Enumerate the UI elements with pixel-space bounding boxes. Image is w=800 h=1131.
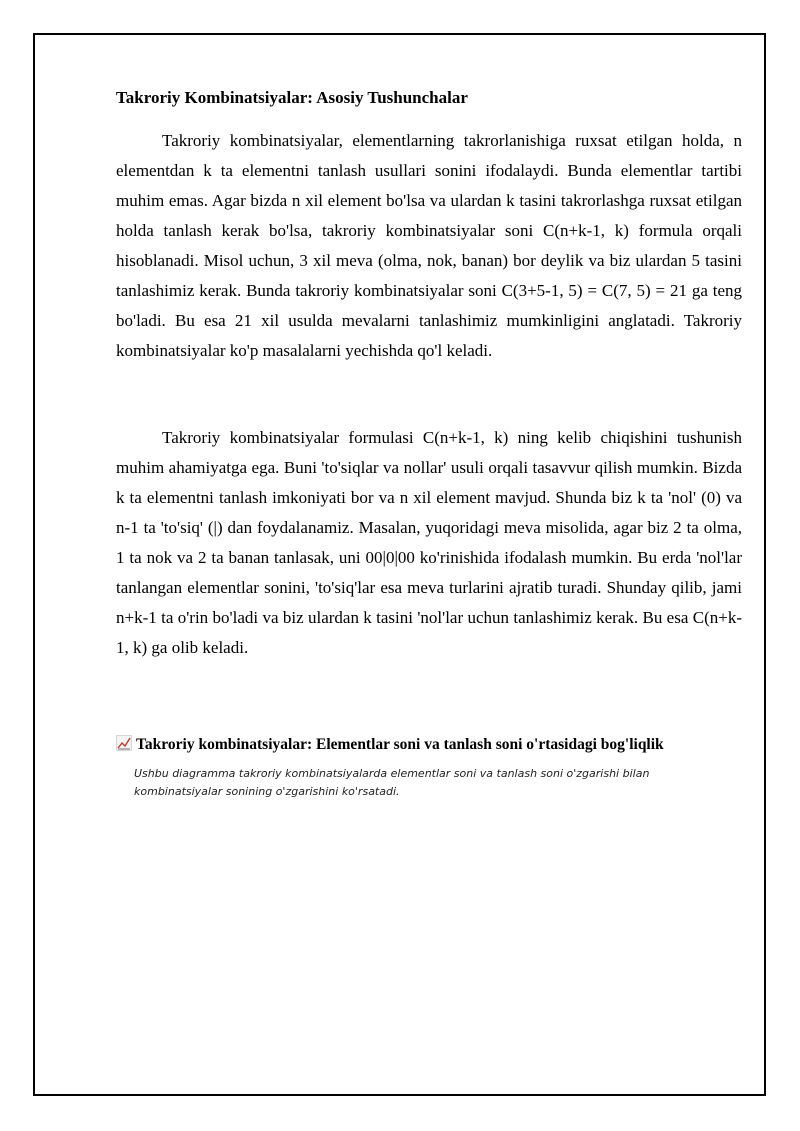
- chart-line-icon: [116, 735, 132, 751]
- section-heading: Takroriy Kombinatsiyalar: Asosiy Tushunchalar: [116, 88, 468, 107]
- figure-title-text: Takroriy kombinatsiyalar: Elementlar soni va tanlash soni o'rtasidagi bog'liqlik: [136, 736, 664, 753]
- paragraph-2: Takroriy kombinatsiyalar formulasi C(n+k-1, k) ning kelib chiqishini tushunish muhim ahamiyatga ega. Buni 'to'siqlar va nollar' usuli orqali tasavvur qilish mumkin. Bizda k ta elementni tanlash imkoniyati bor va n xil element mavjud. Shunda biz k ta 'nol' (0) va n-1 ta 'to'siq' (|) dan foydalanamiz. Masalan, yuqoridagi meva misolida, agar biz 2 ta olma, 1 ta nok va 2 ta banan tanlasak, uni 00|0|00 ko'rinishida ifodalash mumkin. Bu erda 'nol'lar tanlangan elementlar sonini, 'to'siq'lar esa meva turlarini ajratib turadi. Shunday qilib, jami n+k-1 ta o'rin bo'ladi va biz ulardan k tasini 'nol'lar uchun tanlashimiz kerak. Bu esa C(n+k-1, k) ga olib keladi.: [116, 428, 742, 657]
- figure-title: [116, 734, 756, 756]
- figure-caption: Ushbu diagramma takroriy kombinatsiyalarda elementlar soni va tanlash soni o'zgarishi bilan kombinatsiyalar sonining o'zgarishini ko'rsatadi.: [134, 767, 650, 798]
- paragraph-1: Takroriy kombinatsiyalar, elementlarning takrorlanishiga ruxsat etilgan holda, n elementdan k ta elementni tanlash usullari sonini ifodalaydi. Bunda elementlar tartibi muhim emas. Agar bizda n xil element bo'lsa va ulardan k tasini takrorlashga ruxsat etilgan holda tanlash kerak bo'lsa, takroriy kombinatsiyalar soni C(n+k-1, k) formula orqali hisoblanadi. Misol uchun, 3 xil meva (olma, nok, banan) bor deylik va biz ulardan 5 tasini tanlashimiz kerak. Bunda takroriy kombinatsiyalar soni C(3+5-1, 5) = C(7, 5) = 21 ga teng bo'ladi. Bu esa 21 xil usulda mevalarni tanlashimiz mumkinligini anglatadi. Takroriy kombinatsiyalar ko'p masalalarni yechishda qo'l keladi.: [116, 131, 742, 360]
